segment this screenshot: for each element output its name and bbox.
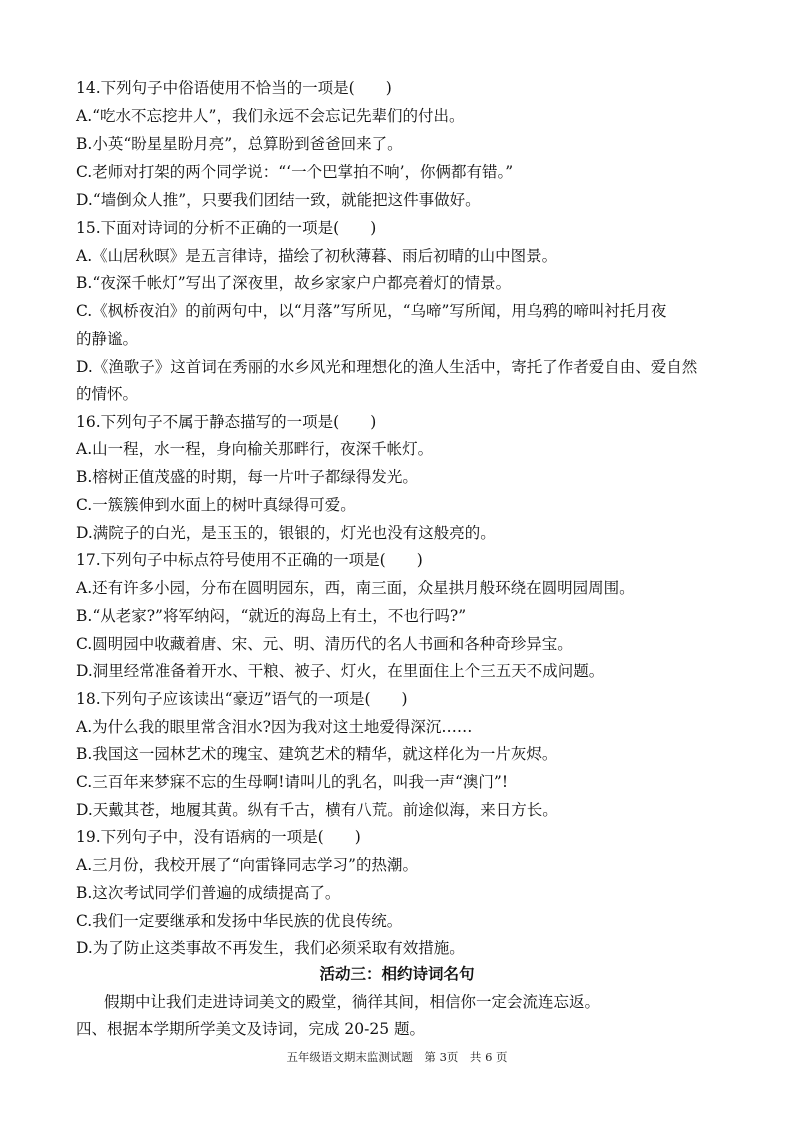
question-18-option-b: B.我国这一园林艺术的瑰宝、建筑艺术的精华，就这样化为一片灰烬。	[76, 745, 558, 763]
question-14-option-c: C.老师对打架的两个同学说：“‘一个巴掌拍不响’，你俩都有错。”	[76, 163, 514, 181]
question-18-option-a: A.为什么我的眼里常含泪水?因为我对这土地爱得深沉……	[76, 718, 473, 736]
question-16-option-a: A.山一程，水一程，身向榆关那畔行，夜深千帐灯。	[76, 440, 434, 458]
question-18-option-c: C.三百年来梦寐不忘的生母啊!请叫儿的乳名，叫我一声“澳门”!	[76, 773, 509, 791]
question-14-stem: 14.下列句子中俗语使用不恰当的一项是( )	[76, 79, 392, 97]
question-15-option-c-cont: 的静谧。	[76, 330, 139, 348]
question-19-option-a: A.三月份，我校开展了“向雷锋同志学习”的热潮。	[76, 856, 418, 874]
question-19-stem: 19.下列句子中，没有语病的一项是( )	[76, 828, 361, 846]
question-17-option-a: A.还有许多小园，分布在圆明园东，西，南三面，众星拱月般环绕在圆明园周围。	[76, 579, 635, 597]
question-14-option-d: D.“墙倒众人推”，只要我们团结一致，就能把这件事做好。	[76, 191, 481, 209]
question-19-option-d: D.为了防止这类事故不再发生，我们必须采取有效措施。	[76, 939, 465, 957]
question-15-stem: 15.下面对诗词的分析不正确的一项是( )	[76, 219, 377, 237]
question-15-option-a: A.《山居秋暝》是五言律诗，描绘了初秋薄暮、雨后初晴的山中图景。	[76, 247, 558, 265]
activity-intro: 假期中让我们走进诗词美文的殿堂，徜徉其间，相信你一定会流连忘返。	[104, 993, 601, 1011]
question-17-option-d: D.洞里经常准备着开水、干粮、被子、灯火，在里面住上个三五天不成问题。	[76, 662, 605, 680]
question-17-option-c: C.圆明园中收藏着唐、宋、元、明、清历代的名人书画和各种奇珍异宝。	[76, 635, 573, 653]
question-15-option-b: B.“夜深千帐灯”写出了深夜里，故乡家家户户都亮着灯的情景。	[76, 274, 512, 292]
question-14-option-a: A.“吃水不忘挖井人”，我们永远不会忘记先辈们的付出。	[76, 107, 465, 125]
question-16-option-d: D.满院子的白光，是玉玉的，银银的，灯光也没有这般亮的。	[76, 524, 496, 542]
section-four-instruction: 四、根据本学期所学美文及诗词，完成 20-25 题。	[76, 1020, 426, 1038]
question-16-option-c: C.一簇簇伸到水面上的树叶真绿得可爱。	[76, 496, 356, 514]
question-15-option-d: D.《渔歌子》这首词在秀丽的水乡风光和理想化的渔人生活中，寄托了作者爱自由、爱自然	[76, 358, 698, 376]
question-16-option-b: B.榕树正值茂盛的时期，每一片叶子都绿得发光。	[76, 468, 418, 486]
question-17-option-b: B.“从老家?”将军纳闷，“就近的海岛上有土，不也行吗?”	[76, 607, 467, 625]
question-15-option-c: C.《枫桥夜泊》的前两句中，以“月落”写所见，“乌啼”写所闻，用乌鸦的啼叫衬托月夜	[76, 302, 667, 320]
question-14-option-b: B.小英“盼星星盼月亮”，总算盼到爸爸回来了。	[76, 135, 403, 153]
question-18-option-d: D.天戴其苍，地履其黄。纵有千古，横有八荒。前途似海，来日方长。	[76, 801, 558, 819]
activity-title: 活动三：相约诗词名句	[319, 965, 475, 983]
page-footer: 五年级语文期末监测试题 第 3页 共 6 页	[286, 1050, 508, 1064]
question-16-stem: 16.下列句子不属于静态描写的一项是( )	[76, 413, 377, 431]
question-18-stem: 18.下列句子应该读出“豪迈”语气的一项是( )	[76, 690, 408, 708]
question-19-option-b: B.这次考试同学们普遍的成绩提高了。	[76, 884, 341, 902]
question-15-option-d-cont: 的情怀。	[76, 385, 139, 403]
question-19-option-c: C.我们一定要继承和发扬中华民族的优良传统。	[76, 912, 403, 930]
question-17-stem: 17.下列句子中标点符号使用不正确的一项是( )	[76, 551, 423, 569]
